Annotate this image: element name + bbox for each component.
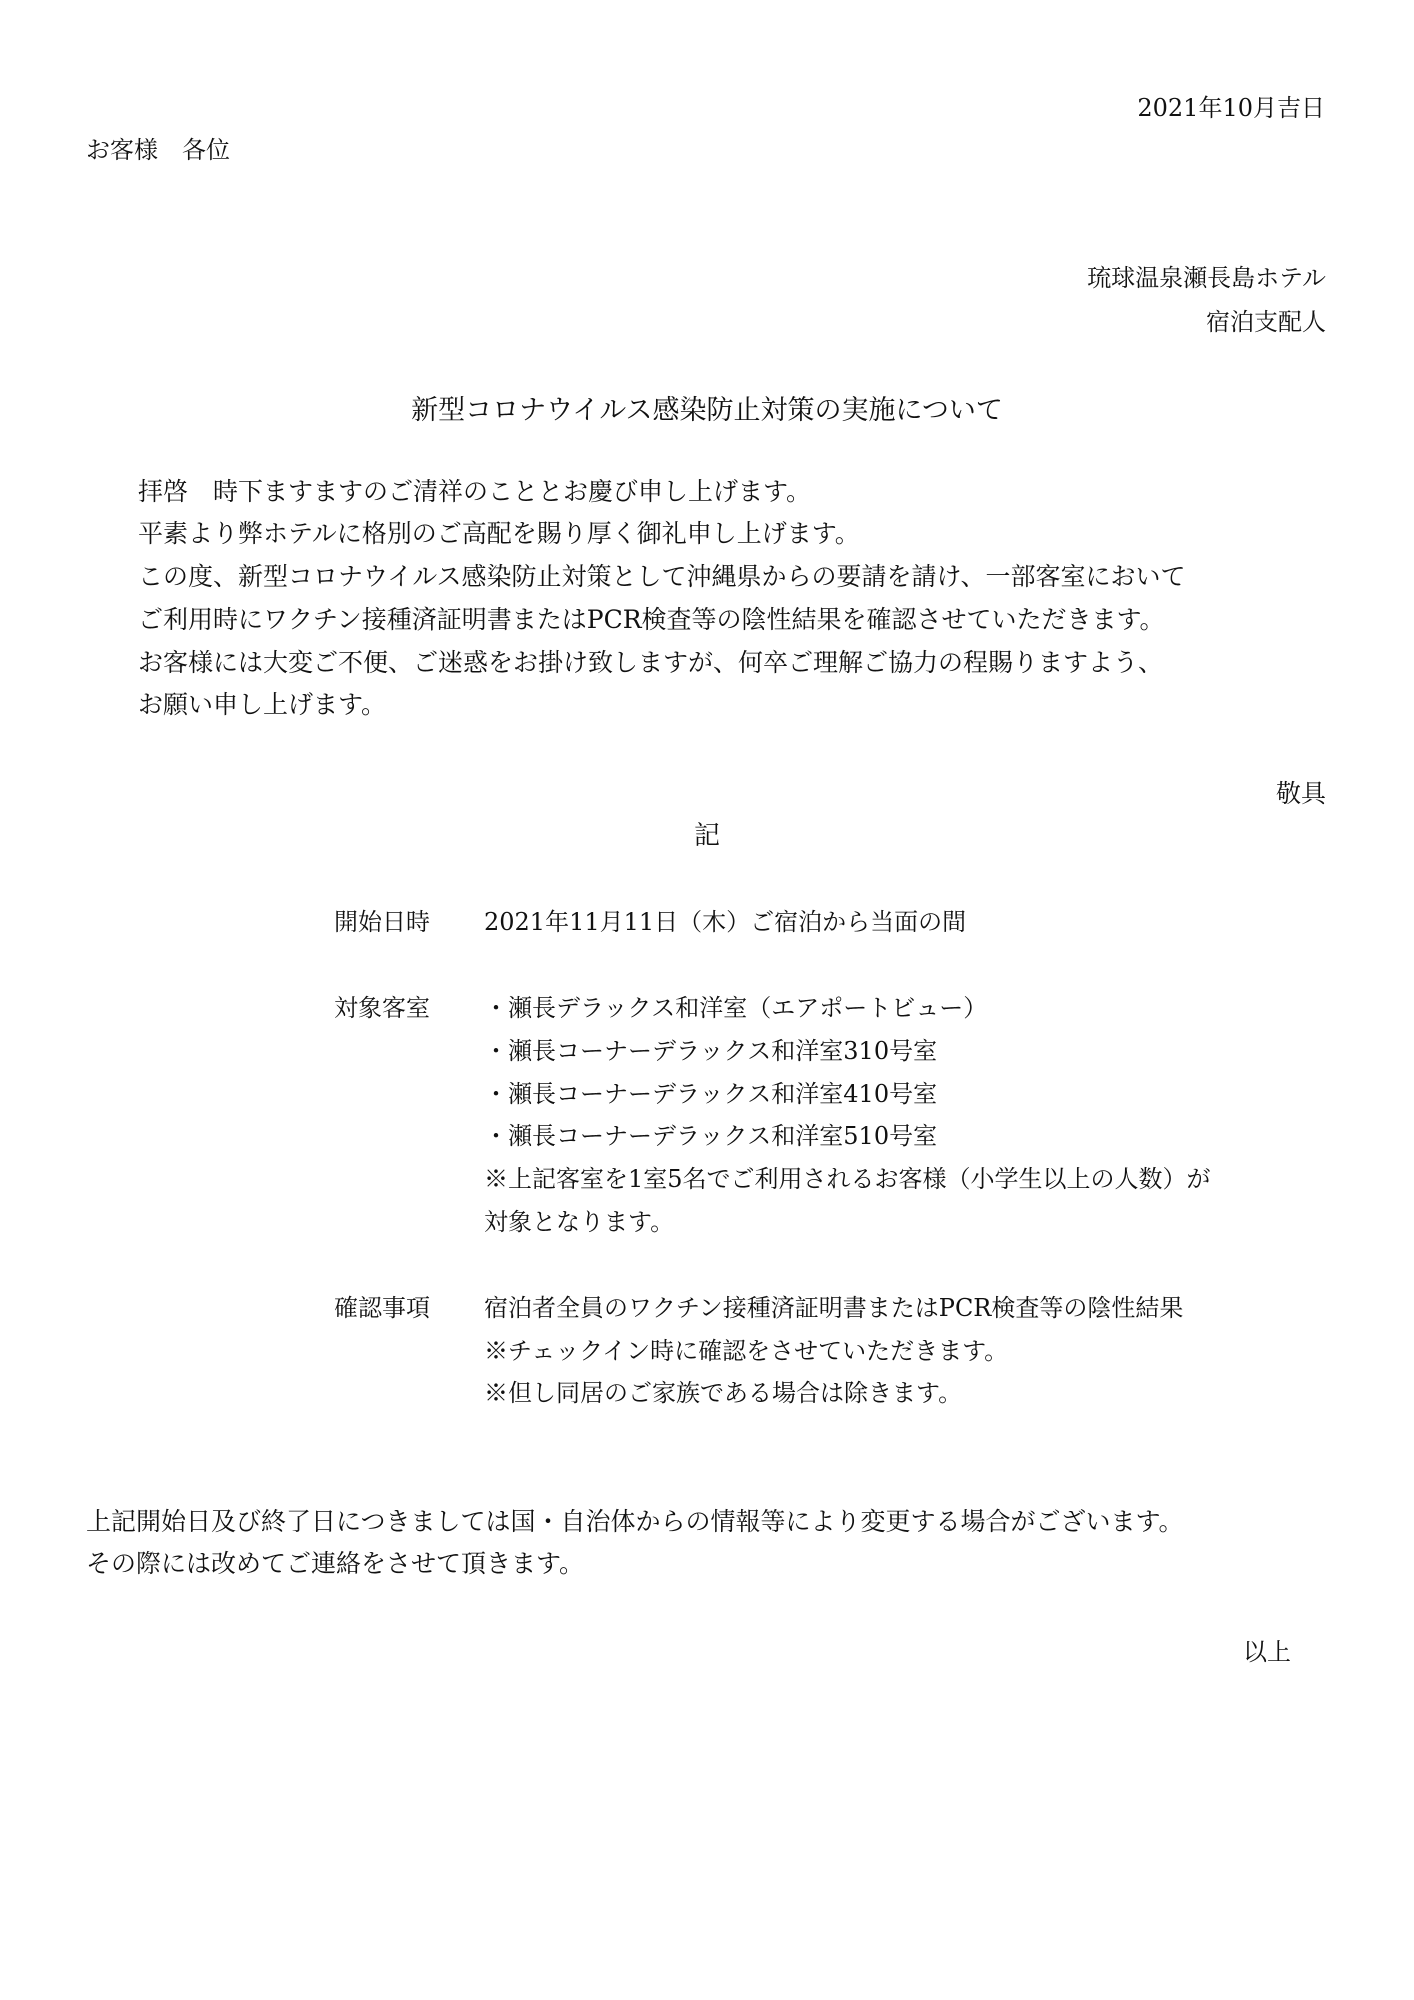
sender-title: 宿泊支配人 (1206, 308, 1326, 336)
rooms-note: 対象となります。 (484, 1208, 675, 1236)
footer-line: その際には改めてご連絡をさせて頂きます。 (86, 1549, 585, 1578)
confirm-value: 宿泊者全員のワクチン接種済証明書またはPCR検査等の陰性結果 (484, 1294, 1184, 1322)
footer-line: 上記開始日及び終了日につきましては国・自治体からの情報等により変更する場合がございます。 (86, 1507, 1184, 1536)
closing-ijou: 以上 (1243, 1638, 1291, 1666)
room-item: ・瀬長コーナーデラックス和洋室510号室 (484, 1122, 938, 1150)
start-value: 2021年11月11日（木）ご宿泊から当面の間 (484, 908, 967, 936)
closing-keigu: 敬具 (1275, 779, 1326, 808)
room-item: ・瀬長コーナーデラックス和洋室310号室 (484, 1037, 938, 1065)
recipient: お客様 各位 (86, 136, 230, 164)
confirm-note: ※但し同居のご家族である場合は除きます。 (484, 1379, 963, 1407)
body-line: お願い申し上げます。 (138, 690, 387, 719)
room-item: ・瀬長コーナーデラックス和洋室410号室 (484, 1080, 938, 1108)
rooms-note: ※上記客室を1室5名でご利用されるお客様（小学生以上の人数）が (484, 1165, 1211, 1193)
body-line: 平素より弊ホテルに格別のご高配を賜り厚く御礼申し上げます。 (138, 519, 860, 548)
body-line: お客様には大変ご不便、ご迷惑をお掛け致しますが、何卒ご理解ご協力の程賜りますよう、 (138, 648, 1164, 677)
ki-heading: 記 (693, 821, 720, 851)
body-line: この度、新型コロナウイルス感染防止対策として沖縄県からの要請を請け、一部客室において (138, 562, 1186, 591)
body-line: 拝啓 時下ますますのご清祥のこととお慶び申し上げます。 (138, 477, 812, 506)
document-date: 2021年10月吉日 (1137, 94, 1325, 122)
confirm-note: ※チェックイン時に確認をさせていただきます。 (484, 1337, 1009, 1365)
room-item: ・瀬長デラックス和洋室（エアポートビュー） (484, 994, 988, 1022)
rooms-label: 対象客室 (334, 994, 430, 1022)
start-label: 開始日時 (334, 908, 430, 936)
confirm-label: 確認事項 (334, 1294, 430, 1322)
body-line: ご利用時にワクチン接種済証明書またはPCR検査等の陰性結果を確認させていただきます。 (138, 605, 1165, 634)
sender-organization: 琉球温泉瀬長島ホテル (1087, 264, 1326, 292)
document-title: 新型コロナウイルス感染防止対策の実施について (411, 395, 1003, 426)
